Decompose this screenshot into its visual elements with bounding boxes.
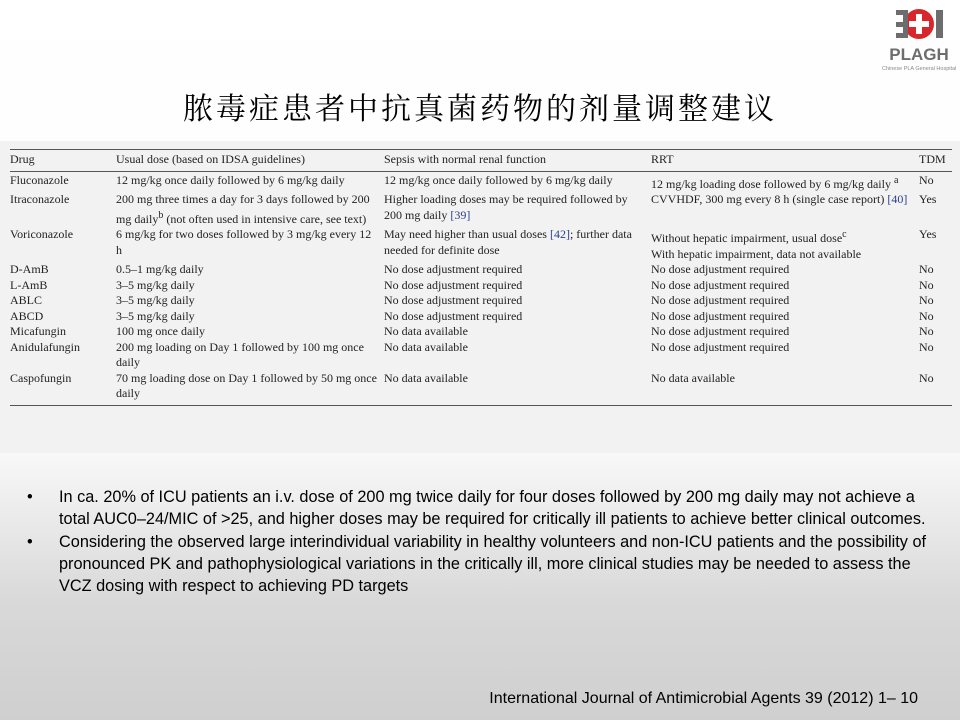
sepsis-text-tail: ; further data needed for definite dose xyxy=(384,227,632,257)
usual-dose: 6 mg/kg for two doses followed by 3 mg/kg every 12 h xyxy=(116,227,372,257)
bullet-text: In ca. 20% of ICU patients an i.v. dose of 200 mg twice daily for four doses followed by 200 mg daily may not achieve a total AUC0–24/MIC of >25, and higher doses may be required for critically ill patients to achieve better clinical outcomes. xyxy=(59,488,926,529)
tdm-value: No xyxy=(919,324,934,338)
drug-name: L-AmB xyxy=(10,277,48,292)
rrt-dose: No dose adjustment required xyxy=(651,324,790,338)
logo-name: PLAGH xyxy=(889,45,949,64)
tdm-value: No xyxy=(919,293,934,307)
drug-name: Caspofungin xyxy=(10,371,116,406)
rrt-dose: No dose adjustment required xyxy=(651,277,790,292)
logo-subtitle: Chinese PLA General Hospital xyxy=(882,66,957,72)
usual-dose xyxy=(116,192,384,227)
tdm-value: No xyxy=(919,172,934,187)
hospital-logo xyxy=(882,2,956,76)
table-row xyxy=(10,192,952,227)
dosing-table-panel xyxy=(0,141,960,453)
sepsis-dose: 12 mg/kg once daily followed by 6 mg/kg daily xyxy=(384,172,613,187)
rrt-dose: No dose adjustment required xyxy=(651,293,790,307)
table-row xyxy=(10,371,952,406)
header-rrt: RRT xyxy=(651,150,919,172)
usual-dose: 0.5–1 mg/kg daily xyxy=(116,262,204,276)
reference-link[interactable]: [42] xyxy=(549,227,570,241)
drug-name: ABCD xyxy=(10,308,44,323)
footnote-mark: b xyxy=(158,209,164,221)
sepsis-text: Higher loading doses may be required followed by 200 mg daily xyxy=(384,192,628,222)
sepsis-text: May need higher than usual doses xyxy=(384,227,550,241)
bullet-list xyxy=(27,486,937,597)
drug-name: D-AmB xyxy=(10,262,49,276)
table-row xyxy=(10,293,952,309)
journal-citation: International Journal of Antimicrobial Agents 39 (2012) 1– 10 xyxy=(489,690,918,707)
logo-emblem xyxy=(882,2,956,66)
sepsis-dose: No dose adjustment required xyxy=(384,293,523,307)
usual-dose: 3–5 mg/kg daily xyxy=(116,308,195,323)
bullet-item xyxy=(27,531,937,598)
bullet-marker: • xyxy=(27,532,33,551)
usual-text: 200 mg three times a day for 3 days followed by 200 mg daily xyxy=(116,192,370,226)
usual-dose: 70 mg loading dose on Day 1 followed by 50 mg once daily xyxy=(116,371,384,406)
rrt-dose xyxy=(651,227,919,262)
tdm-value: No xyxy=(919,277,934,292)
rrt-dose: No dose adjustment required xyxy=(651,308,790,323)
drug-name: Micafungin xyxy=(10,324,66,338)
sepsis-dose xyxy=(384,227,651,262)
tdm-value: Yes xyxy=(919,227,937,241)
sepsis-dose: No data available xyxy=(384,324,468,338)
rrt-text: CVVHDF, 300 mg every 8 h (single case report) xyxy=(651,192,888,206)
rrt-dose: No data available xyxy=(651,371,919,406)
table-header-row xyxy=(10,150,952,172)
rrt-dose xyxy=(651,171,919,192)
header-drug: Drug xyxy=(10,150,116,172)
bullet-item xyxy=(27,486,937,531)
table-row xyxy=(10,171,952,192)
drug-name: Itraconazole xyxy=(10,192,70,206)
drug-name: ABLC xyxy=(10,293,43,307)
drug-name: Fluconazole xyxy=(10,172,69,187)
rrt-dose: No dose adjustment required xyxy=(651,339,790,354)
drug-name: Voriconazole xyxy=(10,227,74,241)
reference-link[interactable]: [40] xyxy=(887,192,908,206)
header-usual-dose: Usual dose (based on IDSA guidelines) xyxy=(116,150,384,172)
tdm-value: No xyxy=(919,339,934,354)
header-tdm: TDM xyxy=(919,150,952,172)
usual-dose: 200 mg loading on Day 1 followed by 100 mg once daily xyxy=(116,339,364,369)
dosing-table xyxy=(10,149,952,406)
table-row xyxy=(10,309,952,325)
footnote-mark: c xyxy=(842,229,847,240)
table-row xyxy=(10,262,952,278)
sepsis-dose: No dose adjustment required xyxy=(384,308,523,323)
usual-text-tail: (not often used in intensive care, see text) xyxy=(163,211,367,226)
drug-name: Anidulafungin xyxy=(10,339,80,354)
rrt-text: 12 mg/kg loading dose followed by 6 mg/kg daily xyxy=(651,176,891,191)
sepsis-dose: No data available xyxy=(384,371,651,406)
tdm-value: Yes xyxy=(919,192,937,206)
usual-dose: 3–5 mg/kg daily xyxy=(116,277,195,292)
rrt-text: Without hepatic impairment, usual dose xyxy=(651,231,843,245)
sepsis-dose: No dose adjustment required xyxy=(384,277,523,292)
rrt-dose xyxy=(651,192,919,227)
rrt-text-tail: With hepatic impairment, data not available xyxy=(651,246,862,261)
reference-link[interactable]: [39] xyxy=(450,207,471,222)
usual-dose: 100 mg once daily xyxy=(116,324,205,338)
bullet-text: Considering the observed large interindividual variability in healthy volunteers and non-ICU patients and the possibility of pronounced PK and pathophysiological variations in the critically ill, more clinical studies may be needed to assess the VCZ dosing with respect to achieving PD targets xyxy=(59,532,927,596)
slide-title: 脓毒症患者中抗真菌药物的剂量调整建议 xyxy=(183,92,777,127)
table-row xyxy=(10,324,952,340)
header-sepsis: Sepsis with normal renal function xyxy=(384,150,651,172)
usual-dose: 12 mg/kg once daily followed by 6 mg/kg daily xyxy=(116,172,345,187)
usual-dose: 3–5 mg/kg daily xyxy=(116,293,195,307)
sepsis-dose: No dose adjustment required xyxy=(384,262,523,276)
tdm-value: No xyxy=(919,262,934,276)
tdm-value: No xyxy=(919,371,952,406)
sepsis-dose xyxy=(384,192,651,227)
rrt-dose: No dose adjustment required xyxy=(651,262,790,276)
bullet-marker: • xyxy=(27,488,33,506)
table-row xyxy=(10,340,952,371)
tdm-value: No xyxy=(919,308,934,323)
table-row xyxy=(10,278,952,294)
sepsis-dose: No data available xyxy=(384,339,468,354)
table-row xyxy=(10,227,952,262)
footnote-mark: a xyxy=(893,174,899,186)
